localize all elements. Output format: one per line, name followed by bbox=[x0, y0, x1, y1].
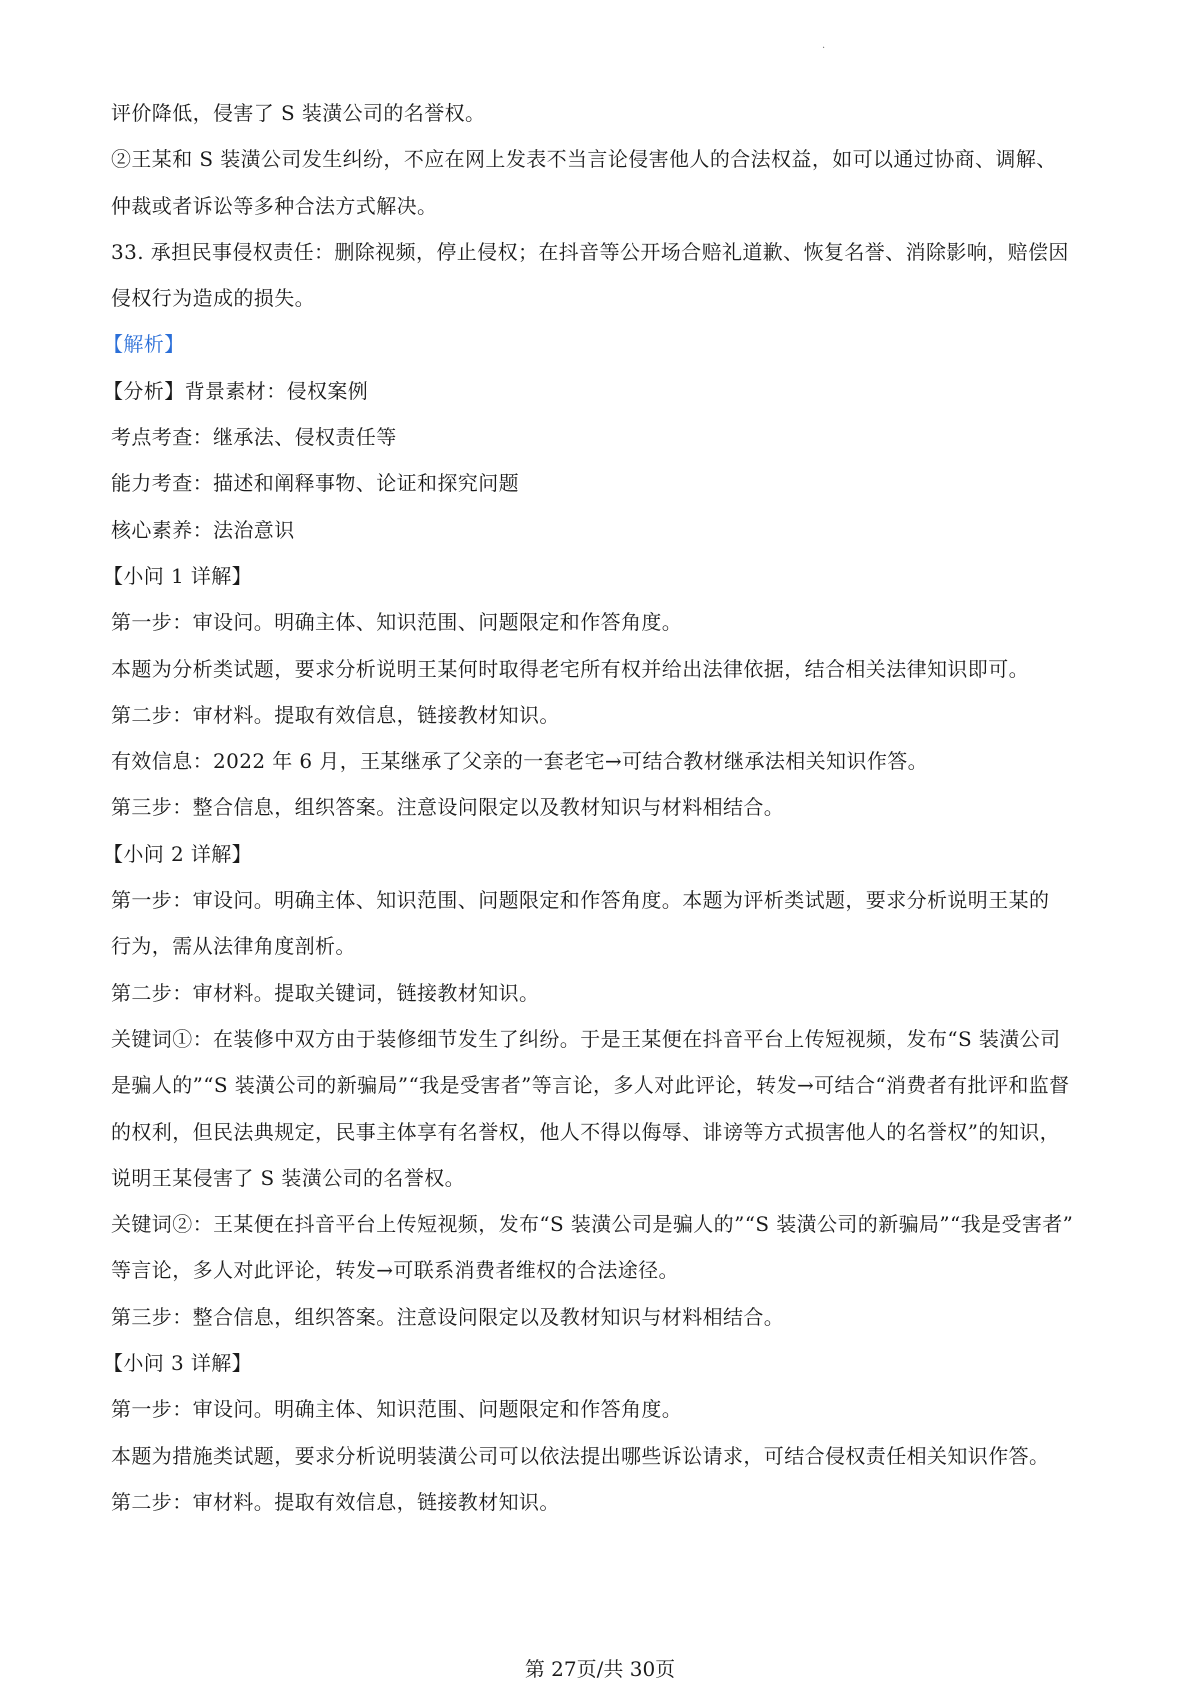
text-line: 第一步：审设问。明确主体、知识范围、问题限定和作答角度。 bbox=[111, 610, 683, 635]
text-line: 等言论，多人对此评论，转发→可联系消费者维权的合法途径。 bbox=[111, 1258, 679, 1283]
section-heading: 【小问 1 详解】 bbox=[103, 563, 253, 588]
section-heading: 【小问 3 详解】 bbox=[103, 1351, 253, 1376]
text-line: 第二步：审材料。提取关键词，链接教材知识。 bbox=[111, 980, 540, 1005]
text-line: ②王某和 S 装潢公司发生纠纷，不应在网上发表不当言论侵害他人的合法权益，如可以通过协商、调解、 bbox=[111, 147, 1057, 172]
text-line: 第一步：审设问。明确主体、知识范围、问题限定和作答角度。本题为评析类试题，要求分析说明王某的 bbox=[111, 888, 1050, 913]
text-line: 第一步：审设问。明确主体、知识范围、问题限定和作答角度。 bbox=[111, 1397, 683, 1422]
text-line: 33. 承担民事侵权责任：删除视频，停止侵权；在抖音等公开场合赔礼道歉、恢复名誉、消除影响，赔偿因 bbox=[111, 239, 1069, 264]
section-heading: 【分析】背景素材：侵权案例 bbox=[103, 378, 369, 403]
text-line: 本题为分析类试题，要求分析说明王某何时取得老宅所有权并给出法律依据，结合相关法律知识即可。 bbox=[111, 656, 1029, 681]
text-line: 行为，需从法律角度剖析。 bbox=[111, 934, 356, 959]
page-body bbox=[103, 90, 1101, 1525]
text-line: 第二步：审材料。提取有效信息，链接教材知识。 bbox=[111, 702, 560, 727]
text-line: 有效信息：2022 年 6 月，王某继承了父亲的一套老宅→可结合教材继承法相关知识作答。 bbox=[111, 749, 929, 774]
text-line: 是骗人的”“S 装潢公司的新骗局”“我是受害者”等言论，多人对此评论，转发→可结合“消费者有批评和监督 bbox=[111, 1073, 1070, 1098]
text-line: 说明王某侵害了 S 装潢公司的名誉权。 bbox=[111, 1165, 466, 1190]
text-line: 关键词①：在装修中双方由于装修细节发生了纠纷。于是王某便在抖音平台上传短视频，发布“S 装潢公司 bbox=[111, 1026, 1061, 1051]
page-number-footer: 第 27页/共 30页 bbox=[524, 1657, 676, 1681]
text-line: 考点考查：继承法、侵权责任等 bbox=[111, 425, 397, 450]
text-line: 第三步：整合信息，组织答案。注意设问限定以及教材知识与材料相结合。 bbox=[111, 1304, 785, 1329]
text-line: 关键词②：王某便在抖音平台上传短视频，发布“S 装潢公司是骗人的”“S 装潢公司的新骗局”“我是受害者” bbox=[111, 1212, 1074, 1237]
text-line: 评价降低，侵害了 S 装潢公司的名誉权。 bbox=[111, 101, 486, 125]
text-line: 核心素养：法治意识 bbox=[111, 517, 295, 542]
section-heading: 【小问 2 详解】 bbox=[103, 841, 253, 866]
section-heading: 【解析】 bbox=[103, 332, 185, 357]
text-line: 本题为措施类试题，要求分析说明装潢公司可以依法提出哪些诉讼请求，可结合侵权责任相关知识作答。 bbox=[111, 1443, 1050, 1468]
text-line: 仲裁或者诉讼等多种合法方式解决。 bbox=[111, 193, 438, 218]
text-line: 的权利，但民法典规定，民事主体享有名誉权，他人不得以侮辱、诽谤等方式损害他人的名誉权”的知识， bbox=[111, 1119, 1061, 1144]
text-line: 第二步：审材料。提取有效信息，链接教材知识。 bbox=[111, 1489, 560, 1514]
text-line: 第三步：整合信息，组织答案。注意设问限定以及教材知识与材料相结合。 bbox=[111, 795, 785, 820]
header-mark: · bbox=[822, 43, 826, 54]
text-line: 能力考查：描述和阐释事物、论证和探究问题 bbox=[111, 471, 519, 496]
text-line: 侵权行为造成的损失。 bbox=[111, 286, 315, 311]
